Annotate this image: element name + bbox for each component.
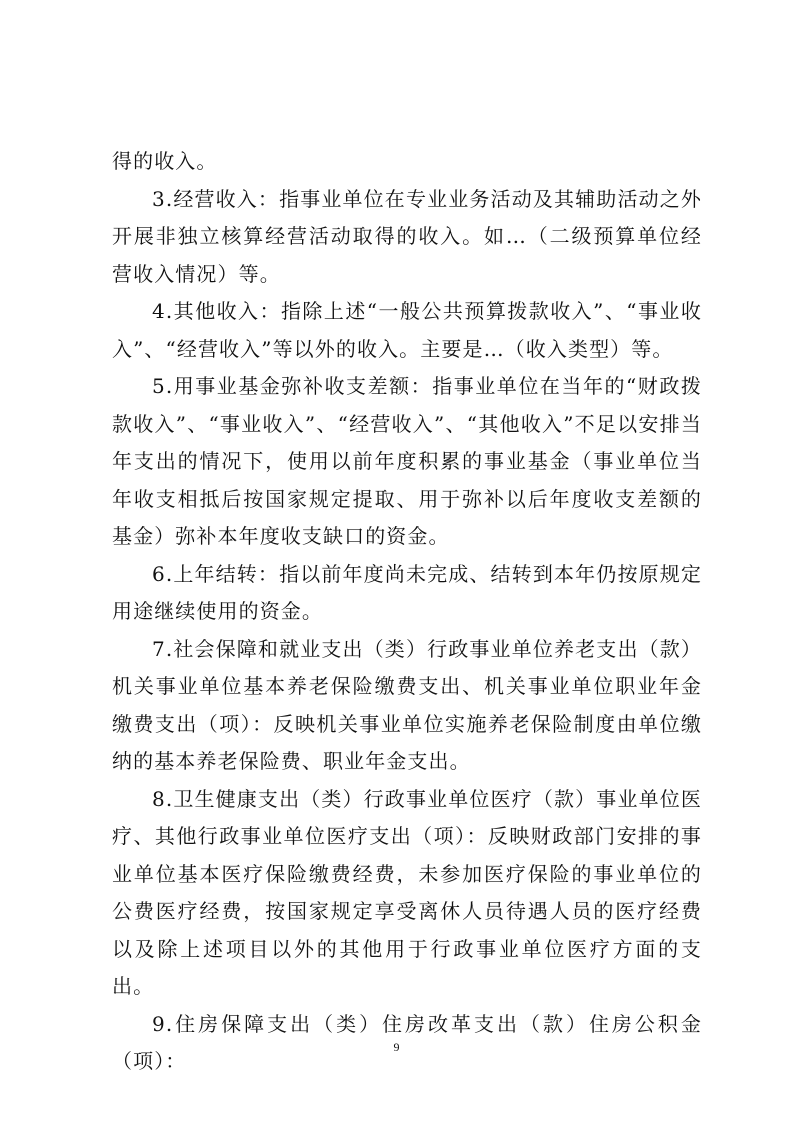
paragraph-housing: 9.住房保障支出（类）住房改革支出（款）住房公积金（项）： (112, 1011, 702, 1073)
paragraph-social-security: 7.社会保障和就业支出（类）行政事业单位养老支出（款）机关事业单位基本养老保险缴费支出、机关事业单位职业年金缴费支出（项）：反映机关事业单位实施养老保险制度由单位缴纳的基本养老保险费、职业年金支出。 (112, 636, 702, 773)
paragraph-health: 8.卫生健康支出（类）行政事业单位医疗（款）事业单位医疗、其他行政事业单位医疗支出（项）：反映财政部门安排的事业单位基本医疗保险缴费经费，未参加医疗保险的事业单位的公费医疗经费，按国家规定享受离休人员待遇人员的医疗经费以及除上述项目以外的其他用于行政事业单位医疗方面的支出。 (112, 786, 702, 998)
paragraph-continuation: 得的收入。 (112, 149, 218, 173)
body-text (112, 143, 702, 1081)
page-number: 9 (393, 1040, 400, 1054)
paragraph-other-income: 4.其他收入：指除上述“一般公共预算拨款收入”、“事业收入”、“经营收入”等以外的收入。主要是…（收入类型）等。 (112, 299, 702, 361)
paragraph-business-fund: 5.用事业基金弥补收支差额：指事业单位在当年的“财政拨款收入”、“事业收入”、“经营收入”、“其他收入”不足以安排当年支出的情况下，使用以前年度积累的事业基金（事业单位当年收支相抵后按国家规定提取、用于弥补以后年度收支差额的基金）弥补本年度收支缺口的资金。 (112, 374, 702, 548)
paragraph-prior-year-carryover: 6.上年结转：指以前年度尚未完成、结转到本年仍按原规定用途继续使用的资金。 (112, 561, 702, 623)
paragraph-business-income: 3.经营收入：指事业单位在专业业务活动及其辅助活动之外开展非独立核算经营活动取得的收入。如…（二级预算单位经营收入情况）等。 (112, 186, 702, 286)
